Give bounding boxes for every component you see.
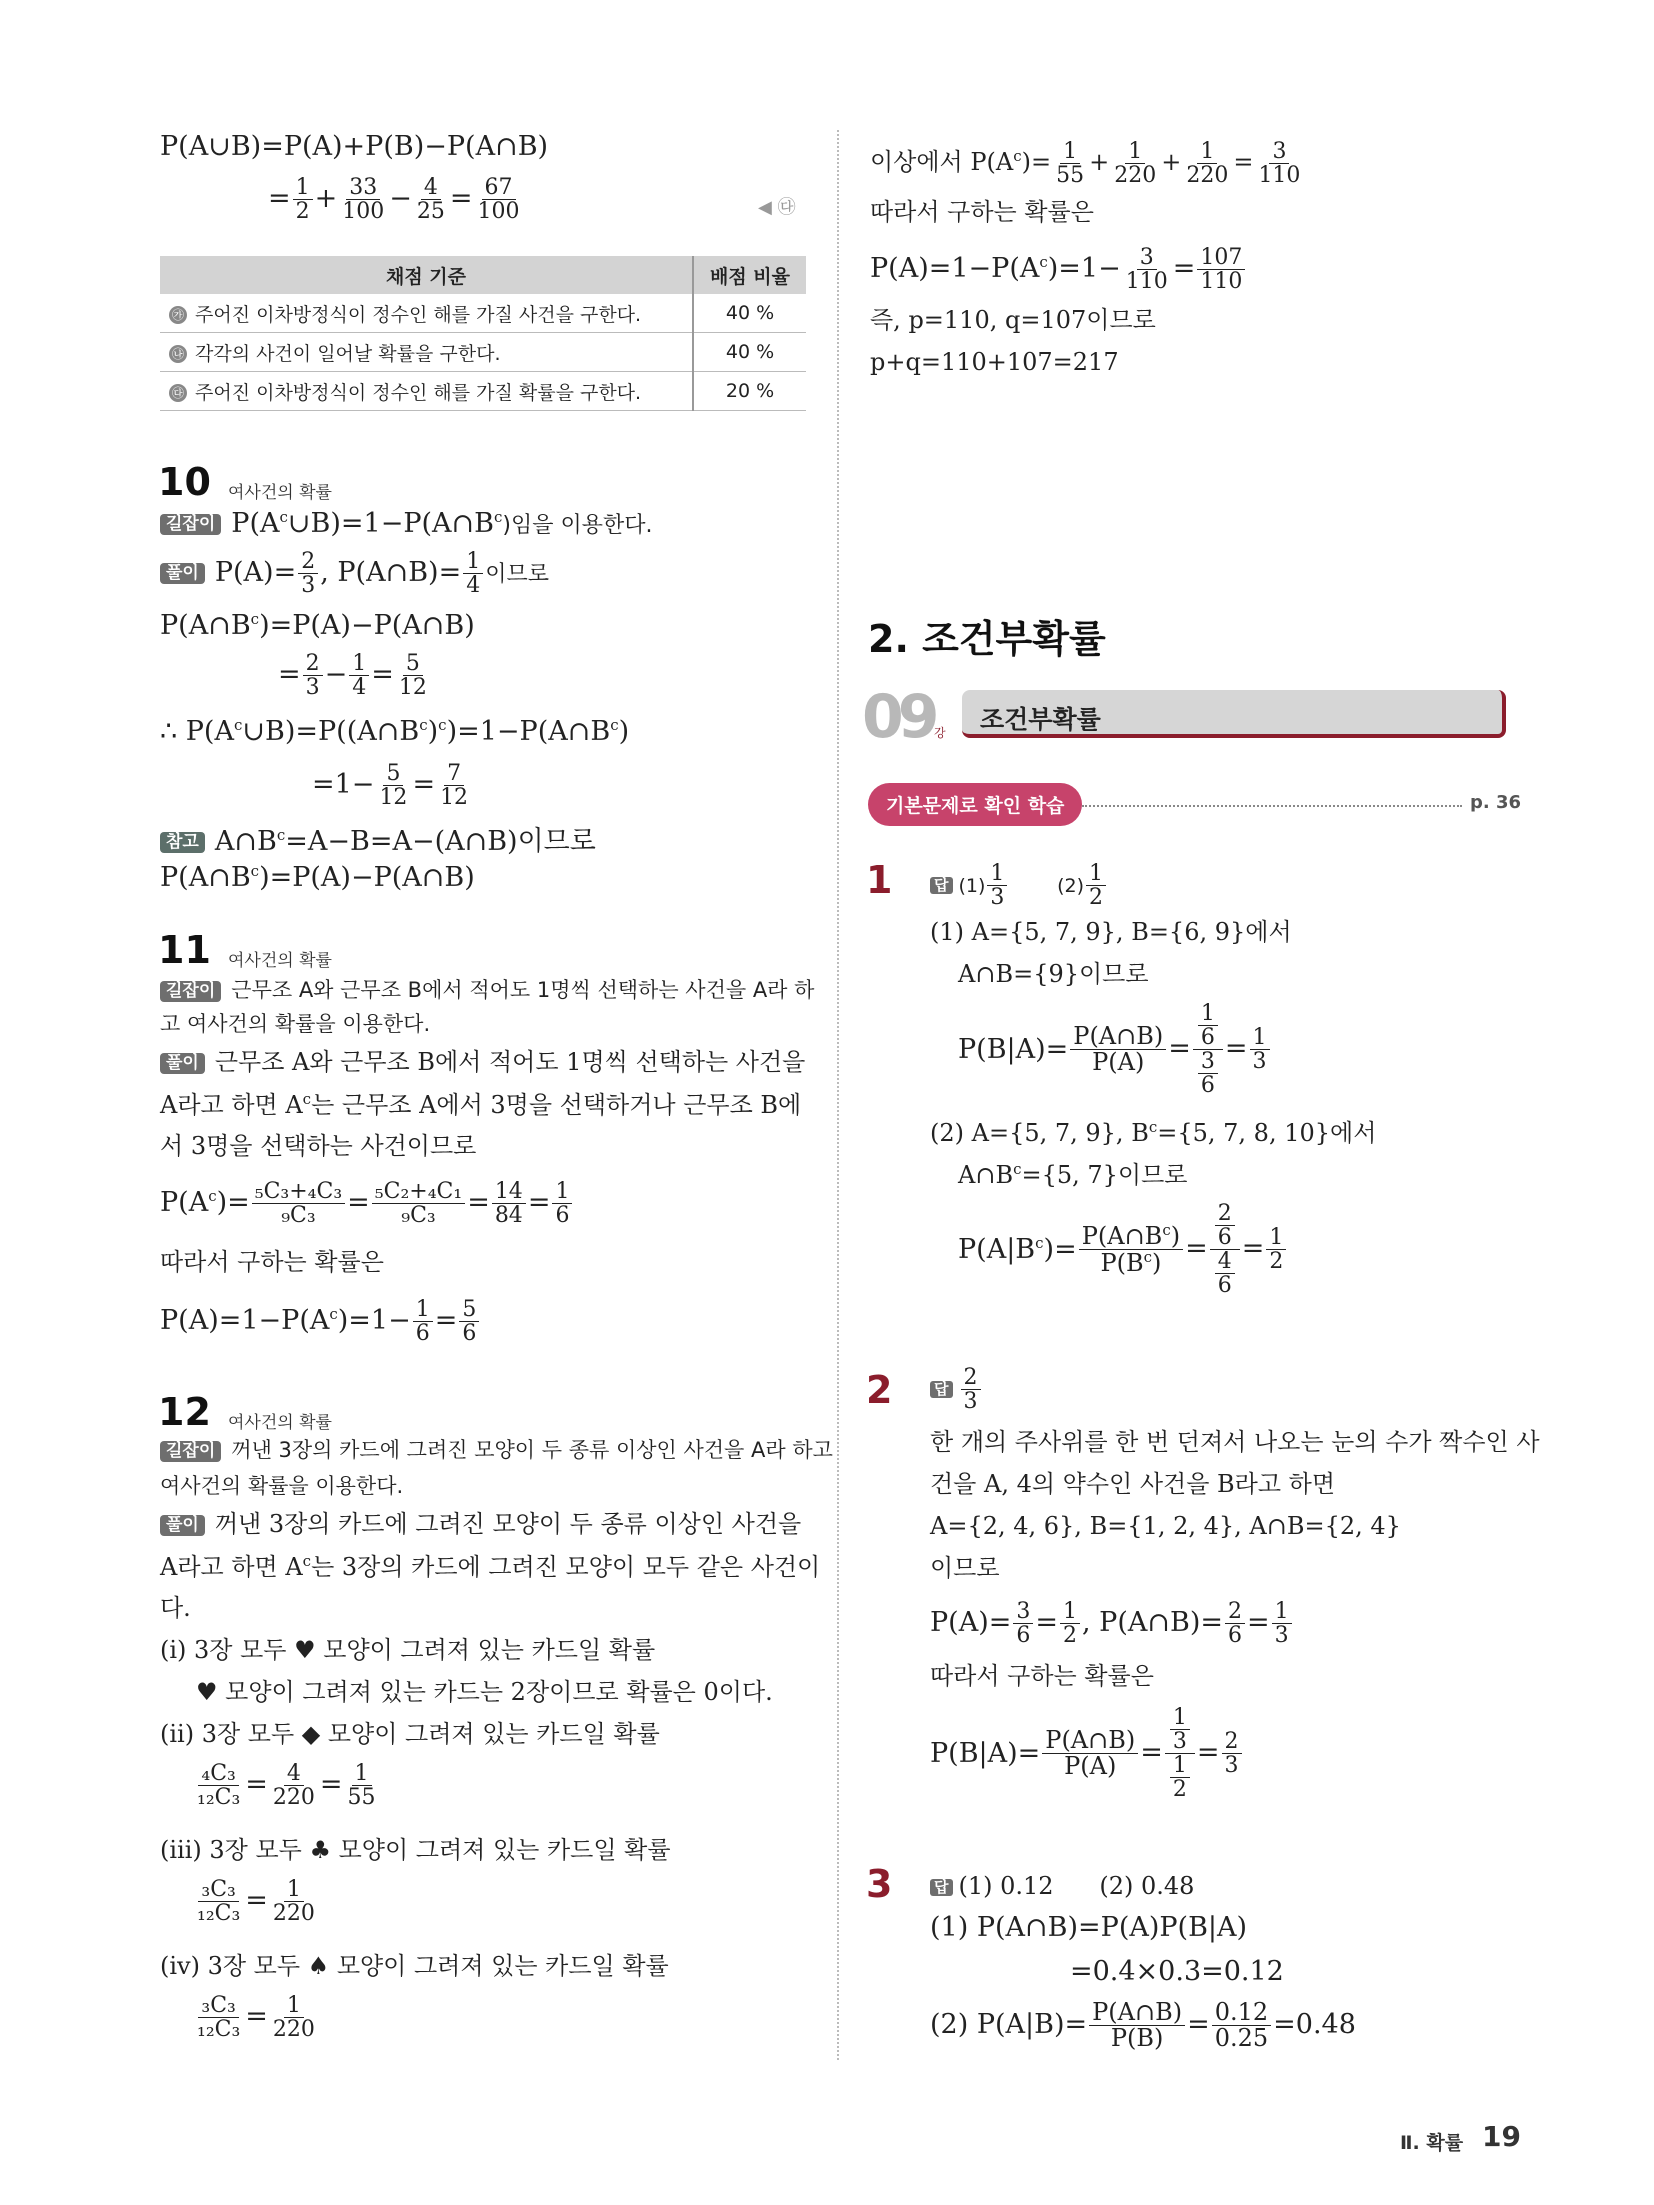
problem-10-line2: = $\frac{2}{3}$ − $\frac{1}{4}$ = $\frac{5}{12}$ <box>278 651 427 701</box>
problem-11-header: 11 여사건의 확률 <box>158 928 332 972</box>
q3-answer: 답 (1) 0.12 (2) 0.48 <box>930 1874 1194 1898</box>
q1-step3: (2) A={5, 7, 9}, $B^c=\{5$, 7, 8, 10}에서 <box>930 1118 1377 1147</box>
problem-12-solution-2: A라고 하면 $A^c$는 3장의 카드에 그려진 모양이 모두 같은 사건이 <box>160 1552 821 1581</box>
case-iv-formula: $\frac{\text{₃C₃}}{\text{₁₂C₃}}$ = $\frac{1}{220}$ <box>197 1993 315 2043</box>
q1-eq1: P(B|A)= $\frac{P(A\cap B)}{P(A)}$ = $\frac{\frac{1}{6}}{\frac{3}{6}}$ = $\frac{1}{3}$ <box>958 1002 1272 1097</box>
q1-step1: (1) A={5, 7, 9}, B={6, 9}에서 <box>930 918 1292 946</box>
problem-11-guide: 길잡이 근무조 A와 근무조 B에서 적어도 1명씩 선택하는 사건을 A라 하 <box>160 980 814 1002</box>
problem-12-solution-3: 다. <box>160 1594 191 1622</box>
case-iii-formula: $\frac{\text{₃C₃}}{\text{₁₂C₃}}$ = $\frac{1}{220}$ <box>197 1877 315 1927</box>
q3-number: 3 <box>866 1862 893 1906</box>
problem-10-line4: =1− $\frac{5}{12}$ = $\frac{7}{12}$ <box>312 761 469 811</box>
dotted-leader <box>1082 805 1462 807</box>
problem-10-guide: 길잡이 $P(A^c\cup B)=1-P(A\cap B^c)$임을 이용한다. <box>160 510 652 537</box>
right-top-line3: $P(A)=1-P(A^c)=1-$ $\frac{3}{110}$ = $\frac{107}{110}$ <box>870 246 1247 293</box>
problem-11-then: 따라서 구하는 확률은 <box>160 1248 384 1276</box>
q2-eq2: P(B|A)= $\frac{P(A\cap B)}{P(A)}$ = $\frac{\frac{1}{3}}{\frac{1}{2}}$ = $\frac{2}{3}$ <box>930 1706 1244 1801</box>
q2-line5: 따라서 구하는 확률은 <box>930 1662 1154 1690</box>
q3-line1: (1) P(A∩B)=P(A)P(B|A) <box>930 1912 1248 1943</box>
step-marker: ◀ ㉰ <box>758 197 796 218</box>
table-row: ㉰ 주어진 이차방정식이 정수인 해를 가질 확률을 구한다. 20 % <box>160 372 806 411</box>
case-i: (ⅰ) 3장 모두 ♥ 모양이 그려져 있는 카드일 확률 <box>160 1636 656 1664</box>
problem-10-solution-start: 풀이 P(A)= $\frac{2}{3}$ , P(A∩B)= $\frac{1}{4}$ 이므로 <box>160 550 549 597</box>
right-top-line4: 즉, p=110, q=107이므로 <box>870 306 1156 334</box>
problem-11-guide-2: 고 여사건의 확률을 이용한다. <box>160 1012 431 1036</box>
right-top-line5: p+q=110+107=217 <box>870 348 1119 376</box>
table-row: ㉮ 주어진 이차방정식이 정수인 해를 가질 사건을 구한다. 40 % <box>160 294 806 333</box>
section-title: 2. 조건부확률 <box>868 617 1106 661</box>
q1-step2: A∩B={9}이므로 <box>958 960 1149 988</box>
basic-check-pill: 기본문제로 확인 학습 <box>868 783 1082 826</box>
q1-step4: $A\cap B^c=\{5$, 7}이므로 <box>958 1160 1188 1189</box>
problem-10-reference-2: $P(A\cap B^c)=P(A)-P(A\cap B)$ <box>160 862 475 893</box>
lesson-title: 조건부확률 <box>980 705 1101 734</box>
problem-11-solution-1: 풀이 근무조 A와 근무조 B에서 적어도 1명씩 선택하는 사건을 <box>160 1050 805 1074</box>
problem-11-formula: $P(A^c)=$ $\frac{\text{₅C₃+₄C₃}}{\text{₉C₃}}$ = $\frac{\text{₅C₂+₄C₁}}{\text{₉C₃}}$ = $\frac{14}{84}$ = $\frac{1}{6}$ <box>160 1180 574 1227</box>
right-top-line1: 이상에서 $P(A^c)=$ $\frac{1}{55}$ + $\frac{1}{220}$ + $\frac{1}{220}$ = $\frac{3}{110}$ <box>870 139 1301 189</box>
problem-12-header: 12 여사건의 확률 <box>158 1390 332 1434</box>
case-ii-formula: $\frac{\text{₄C₃}}{\text{₁₂C₃}}$ = $\frac{4}{220}$ = $\frac{1}{55}$ <box>197 1761 376 1811</box>
page-number: 19 <box>1482 2120 1521 2153</box>
lesson-banner <box>862 682 1510 752</box>
problem-11-answer: $P(A)=1-P(A^c)=1-$ $\frac{1}{6}$ = $\frac{5}{6}$ <box>160 1298 481 1345</box>
page-reference: p. 36 <box>1470 792 1522 813</box>
problem-12-solution-1: 풀이 꺼낸 3장의 카드에 그려진 모양이 두 종류 이상인 사건을 <box>160 1512 801 1536</box>
q2-line3: A={2, 4, 6}, B={1, 2, 4}, A∩B={2, 4} <box>930 1512 1401 1540</box>
union-formula: P(A∪B)=P(A)+P(B)−P(A∩B) <box>160 131 549 162</box>
union-formula-values: = $\frac{1}{2}$ + $\frac{33}{100}$ − $\frac{4}{25}$ = $\frac{67}{100}$ <box>268 175 520 225</box>
lesson-suffix: 강 <box>934 726 946 740</box>
column-divider <box>837 130 839 2060</box>
footer-chapter: Ⅱ. 확률 <box>1400 2132 1464 2154</box>
q2-line1: 한 개의 주사위를 한 번 던져서 나오는 눈의 수가 짝수인 사 <box>930 1428 1540 1456</box>
scoring-table <box>160 256 806 411</box>
q1-answer: 답 (1) $\frac{1}{3}$ (2) $\frac{1}{2}$ <box>930 862 1108 909</box>
problem-10-line3: ∴ $P(A^c\cup B)=P((A\cap B^c)^c)=1-P(A\cap B^c)$ <box>160 716 630 747</box>
case-iv: (ⅳ) 3장 모두 ♠ 모양이 그려져 있는 카드일 확률 <box>160 1952 669 1980</box>
q2-line2: 건을 A, 4의 약수인 사건을 B라고 하면 <box>930 1470 1336 1498</box>
q1-number: 1 <box>866 858 893 902</box>
problem-12-guide-2: 여사건의 확률을 이용한다. <box>160 1474 404 1498</box>
table-header-ratio: 배점 비율 <box>693 256 806 294</box>
problem-10-header: 10 여사건의 확률 <box>158 460 332 504</box>
problem-11-solution-3: 서 3명을 선택하는 사건이므로 <box>160 1132 477 1160</box>
case-iii: (ⅲ) 3장 모두 ♣ 모양이 그려져 있는 카드일 확률 <box>160 1836 671 1864</box>
q2-number: 2 <box>866 1368 893 1412</box>
q2-answer: 답 $\frac{2}{3}$ <box>930 1366 983 1413</box>
q3-line3: (2) P(A|B)= $\frac{P(A\cap B)}{P(B)}$ = $\frac{0.12}{0.25}$ =0.48 <box>930 1998 1356 2053</box>
q1-eq2: $P(A|B^c)=$ $\frac{P(A\cap B^c)}{P(B^c)}$ = $\frac{\frac{2}{6}}{\frac{4}{6}}$ = $\frac{1}{2}$ <box>958 1202 1288 1297</box>
q2-eq1: P(A)= $\frac{3}{6}$ = $\frac{1}{2}$ , P(A∩B)= $\frac{2}{6}$ = $\frac{1}{3}$ <box>930 1600 1294 1647</box>
problem-10-reference: 참고 $A\cap B^c=A-B=A-(A\cap B)$이므로 <box>160 828 596 855</box>
problem-12-guide: 길잡이 꺼낸 3장의 카드에 그려진 모양이 두 종류 이상인 사건을 A라 하고 <box>160 1440 833 1462</box>
q2-line4: 이므로 <box>930 1554 1000 1582</box>
table-row: ㉯ 각각의 사건이 일어날 확률을 구한다. 40 % <box>160 333 806 372</box>
right-top-line2: 따라서 구하는 확률은 <box>870 198 1094 226</box>
problem-10-line1: $P(A\cap B^c)=P(A)-P(A\cap B)$ <box>160 610 475 641</box>
q3-line2: =0.4×0.3=0.12 <box>1070 1956 1284 1987</box>
table-header-criterion: 채점 기준 <box>160 256 693 294</box>
problem-11-solution-2: A라고 하면 $A^c$는 근무조 A에서 3명을 선택하거나 근무조 B에 <box>160 1090 802 1119</box>
case-i-detail: ♥ 모양이 그려져 있는 카드는 2장이므로 확률은 0이다. <box>196 1678 773 1706</box>
lesson-number: 09 <box>862 682 934 752</box>
case-ii: (ⅱ) 3장 모두 ◆ 모양이 그려져 있는 카드일 확률 <box>160 1720 660 1748</box>
